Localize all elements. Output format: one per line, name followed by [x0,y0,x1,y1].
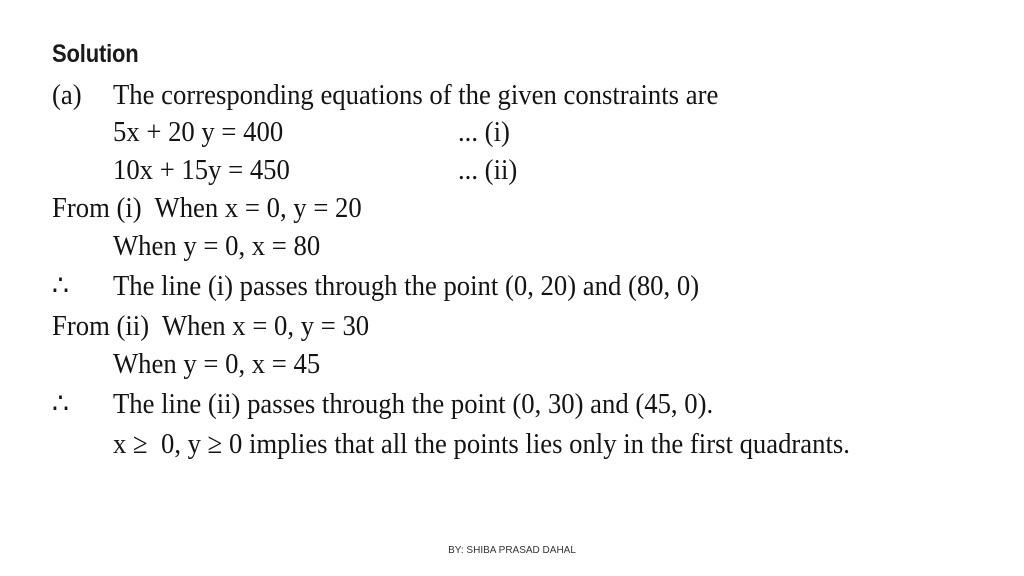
author-footer: BY: SHIBA PRASAD DAHAL [448,545,576,556]
equation-ii: 10x + 15y = 450 [113,154,290,186]
solution-heading: Solution [52,40,139,68]
from-ii-line1: From (ii) When x = 0, y = 30 [52,310,370,342]
intro-text: The corresponding equations of the given constraints are [113,79,719,111]
therefore-symbol: ∴ [52,270,69,302]
conclusion-line-i: The line (i) passes through the point (0, 20) and (80, 0) [113,270,700,302]
equation-ii-tag: ... (ii) [458,154,518,186]
from-i-line1: From (i) When x = 0, y = 20 [52,192,362,224]
equation-i-tag: ... (i) [458,116,510,148]
therefore-symbol: ∴ [52,388,69,420]
conclusion-line-ii: The line (ii) passes through the point (0, 30) and (45, 0). [113,388,714,420]
from-i-line2: When y = 0, x = 80 [113,230,321,262]
equation-i: 5x + 20 y = 400 [113,116,284,148]
from-ii-line2: When y = 0, x = 45 [113,348,321,380]
part-label: (a) [52,79,82,111]
nonnegativity-statement: x ≥ 0, y ≥ 0 implies that all the points lies only in the first quadrants. [113,428,850,460]
